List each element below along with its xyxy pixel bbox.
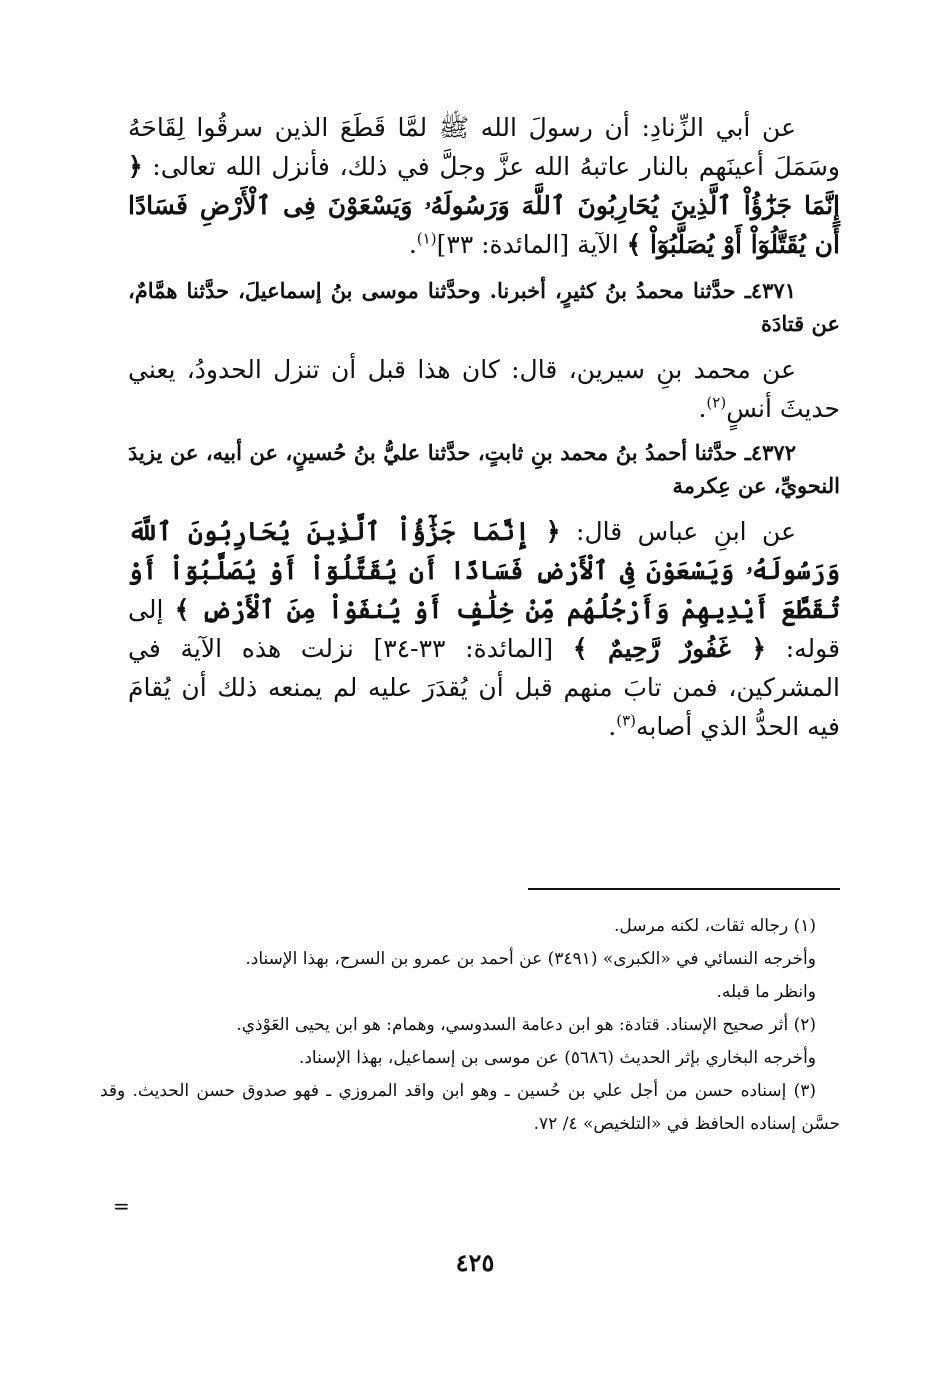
para2-footnote-ref: (٢) (706, 393, 727, 412)
footnote-2-line-2: وأخرجه البخاري بإثر الحديث (٥٦٨٦) عن موسى بن إسماعيل، بهذا الإسناد. (298, 1048, 816, 1068)
footnote-2-line-1: (٢) أثر صحيح الإسناد. قتادة: هو ابن دعامة السدوسي، وهمام: هو ابن يحيى العَوْذي. (236, 1015, 816, 1035)
para3-mid: إلى قوله: (128, 595, 841, 663)
footnote-1-line-3: وانظر ما قبله. (716, 982, 816, 1002)
para3-ref: [المائدة: ٣٣-٣٤] (373, 634, 554, 663)
main-text (128, 108, 840, 746)
hadith-4371-isnad: ٤٣٧١ـ حدَّثنا محمدُ بنُ كثيرٍ، أخبرنا. وحدَّثنا موسى بنُ إسماعيلَ، حدَّثنا همَّامٌ، عن قتادَة (128, 278, 840, 336)
para3-quran-verse: ﴿ إِنَّمَا جَزَٰٓؤُاْ ٱلَّذِينَ يُحَارِبُونَ ٱللَّهَ وَرَسُولَهُۥ وَيَسْعَوْنَ فِى ٱلْأَرْضِ فَسَادًا أَن يُقَتَّلُوٓاْ أَوْ يُصَلَّبُوٓاْ أَوْ تُقَطَّعَ أَيْدِيهِمْ وَأَرْجُلُهُم مِّنْ خِلَٰفٍ أَوْ يُنفَوْاْ مِنَ ٱلْأَرْضِ ﴾ (128, 517, 840, 624)
footnote-1-line-2: وأخرجه النسائي في «الكبرى» (٣٤٩١) عن أحمد بن عمرو بن السرح، بهذا الإسناد. (245, 949, 816, 969)
para3-end: . (608, 712, 617, 741)
para3-quran-verse-end: ﴿ غَفُورٌ رَّحِيمٌ ﴾ (572, 634, 766, 663)
paragraph-ibn-sirin (128, 350, 840, 428)
para1-footnote-ref: (١) (416, 229, 437, 248)
footnote-3-line-1: (٣) إسناده حسن من أجل علي بن حُسين ـ وهو ابن واقد المروزي ـ فهو صدوق حسن الحديث. وقد حسَّن إسناده الحافظ في «التلخيص» ٤/ ٧٢. (100, 1081, 840, 1134)
para1-text: عن أبي الزِّنادِ: أن رسولَ الله ﷺ لمَّا قَطَعَ الذين سرقُوا لِقَاحَهُ وسَمَلَ أعينَهم بالنار عاتبهُ الله عزَّ وجلَّ في ذلك، فأنزل الله تعالى: (128, 113, 840, 181)
para2-text: عن محمد بنِ سيرين، قال: كان هذا قبل أن تنزل الحدودُ، يعني حديثَ أنسٍ (128, 355, 840, 423)
footnote-1-line-1: (١) رجاله ثقات، لكنه مرسل. (613, 916, 816, 936)
continuation-mark: = (113, 1194, 130, 1218)
para1-end: . (408, 230, 417, 259)
para3-text: نزلت هذه الآية في المشركين، فمن تابَ منهم قبل أن يُقدَرَ عليه لم يمنعه ذلك أن يُقامَ فيه الحدُّ الذي أصابه (128, 634, 840, 741)
para1-quran-verse: ﴿ إِنَّمَا جَزَٰٓؤُاْ ٱلَّذِينَ يُحَارِبُونَ ٱللَّهَ وَرَسُولَهُۥ وَيَسْعَوْنَ فِى ٱلْأَرْضِ فَسَادًا أَن يُقَتَّلُوٓاْ أَوْ يُصَلَّبُوٓاْ ﴾ (128, 152, 840, 259)
footnote-separator (528, 888, 840, 890)
footnotes (100, 910, 840, 1141)
para2-end: . (698, 394, 707, 423)
page-number: ٤٢٥ (455, 1248, 495, 1277)
paragraph-abu-zinad (128, 108, 840, 264)
para1-tail: الآية [المائدة: ٣٣] (436, 230, 619, 259)
para3-intro: عن ابنِ عباس قال: (576, 517, 796, 546)
paragraph-ibn-abbas (128, 512, 840, 746)
para3-footnote-ref: (٣) (616, 711, 637, 730)
hadith-4372-isnad: ٤٣٧٢ـ حدَّثنا أحمدُ بنُ محمد بنِ ثابتٍ، حدَّثنا عليُّ بنُ حُسينٍ، عن أبيه، عن يزيدَ النحويِّ، عن عِكرمة (128, 440, 840, 498)
